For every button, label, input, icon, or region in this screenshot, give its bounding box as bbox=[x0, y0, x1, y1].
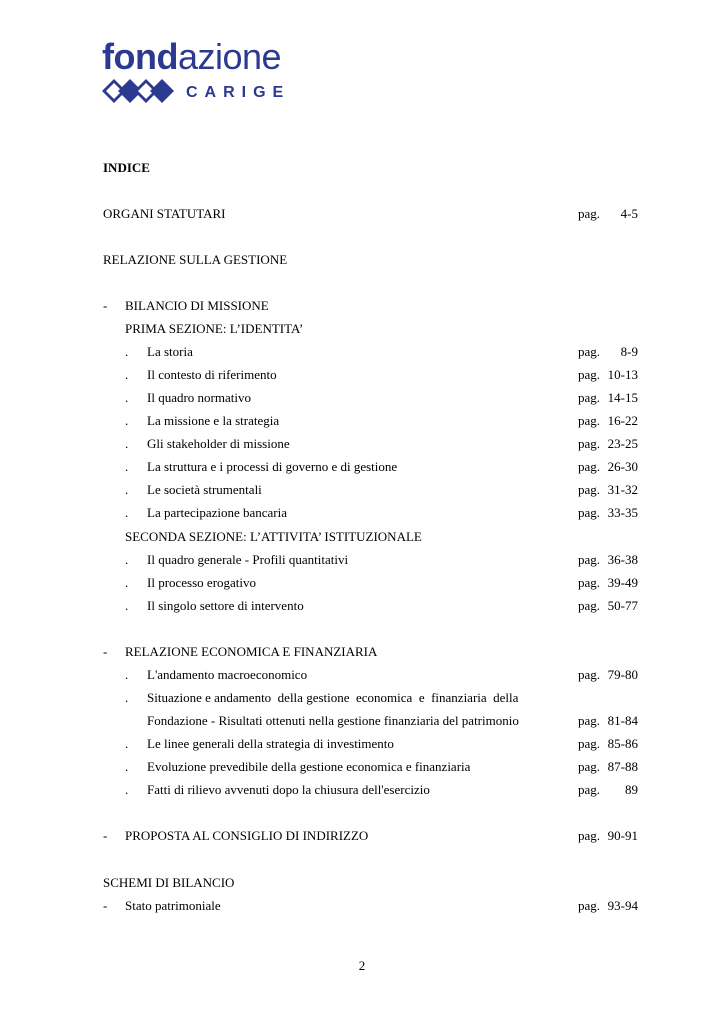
toc-entry-proposta: PROPOSTA AL CONSIGLIO DI INDIRIZZO bbox=[125, 828, 369, 843]
toc-pag-label: pag. bbox=[578, 828, 601, 843]
toc-item-label: Il quadro normativo bbox=[147, 390, 251, 405]
toc-pag-label: pag. bbox=[578, 713, 601, 728]
page-title: INDICE bbox=[103, 160, 150, 175]
toc-item-label: Fondazione - Risultati ottenuti nella gestione finanziaria del patrimonio bbox=[147, 713, 519, 728]
toc-item-label: Le società strumentali bbox=[147, 482, 262, 497]
toc-page-range: 14-15 bbox=[607, 390, 638, 405]
toc-dash: - bbox=[103, 298, 108, 313]
bullet: . bbox=[125, 367, 129, 382]
logo-subtitle: CARIGE bbox=[186, 84, 291, 101]
toc-page-range: 33-35 bbox=[607, 505, 638, 520]
page-number: 2 bbox=[358, 958, 366, 973]
toc-pag-label: pag. bbox=[578, 598, 601, 613]
toc-entry-bilancio-missione: BILANCIO DI MISSIONE bbox=[125, 298, 269, 313]
logo-wordmark: fondazione bbox=[102, 36, 282, 77]
toc-page-range: 10-13 bbox=[607, 367, 638, 382]
toc-pag-label: pag. bbox=[578, 482, 601, 497]
bullet: . bbox=[125, 344, 129, 359]
toc-item-label: Situazione e andamento della gestione economica e finanziaria della bbox=[147, 690, 519, 705]
toc-pag-label: pag. bbox=[578, 413, 601, 428]
bullet: . bbox=[125, 436, 129, 451]
toc-item-label: La storia bbox=[147, 344, 193, 359]
toc-page-range: 85-86 bbox=[607, 736, 638, 751]
toc-pag-label: pag. bbox=[578, 459, 601, 474]
toc-page-range: 4-5 bbox=[620, 206, 638, 221]
toc-page-range: 39-49 bbox=[607, 575, 638, 590]
toc-item-label: Il singolo settore di intervento bbox=[147, 598, 304, 613]
toc-pag-label: pag. bbox=[578, 344, 601, 359]
bullet: . bbox=[125, 413, 129, 428]
toc-pag-label: pag. bbox=[578, 898, 601, 913]
toc-entry-relazione-economica: RELAZIONE ECONOMICA E FINANZIARIA bbox=[125, 644, 378, 659]
toc-page-range: 50-77 bbox=[607, 598, 638, 613]
toc-pag-label: pag. bbox=[578, 575, 601, 590]
toc-item-label: Gli stakeholder di missione bbox=[147, 436, 290, 451]
toc-page-range: 87-88 bbox=[607, 759, 638, 774]
toc-subsection-prima: PRIMA SEZIONE: L’IDENTITA’ bbox=[125, 321, 304, 336]
toc-pag-label: pag. bbox=[578, 390, 601, 405]
toc-pag-label: pag. bbox=[578, 759, 601, 774]
toc-item-label: Fatti di rilievo avvenuti dopo la chiusura dell'esercizio bbox=[147, 782, 430, 797]
toc-page-range: 79-80 bbox=[607, 667, 638, 682]
toc-page-range: 89 bbox=[625, 782, 638, 797]
toc-entry-stato-patrimoniale: Stato patrimoniale bbox=[125, 898, 221, 913]
toc-page-range: 31-32 bbox=[607, 482, 638, 497]
toc-page-range: 81-84 bbox=[607, 713, 638, 728]
bullet: . bbox=[125, 667, 129, 682]
toc-dash: - bbox=[103, 828, 108, 843]
toc-page-range: 16-22 bbox=[607, 413, 638, 428]
bullet: . bbox=[125, 482, 129, 497]
bullet: . bbox=[125, 759, 129, 774]
toc-page-range: 36-38 bbox=[607, 552, 638, 567]
toc-pag-label: pag. bbox=[578, 206, 601, 221]
bullet: . bbox=[125, 598, 129, 613]
toc-entry-relazione: RELAZIONE SULLA GESTIONE bbox=[103, 252, 288, 267]
fondazione-carige-logo bbox=[102, 38, 302, 108]
diamond-pattern-icon bbox=[102, 77, 184, 105]
toc-entry-schemi: SCHEMI DI BILANCIO bbox=[103, 875, 235, 890]
toc-page-range: 26-30 bbox=[607, 459, 638, 474]
toc-item-label: Le linee generali della strategia di investimento bbox=[147, 736, 394, 751]
toc-pag-label: pag. bbox=[578, 505, 601, 520]
toc-page-range: 23-25 bbox=[607, 436, 638, 451]
toc-dash: - bbox=[103, 644, 108, 659]
toc-pag-label: pag. bbox=[578, 367, 601, 382]
toc-page-range: 93-94 bbox=[607, 898, 638, 913]
toc-pag-label: pag. bbox=[578, 782, 601, 797]
toc-pag-label: pag. bbox=[578, 552, 601, 567]
bullet: . bbox=[125, 782, 129, 797]
toc-entry-organi: ORGANI STATUTARI bbox=[103, 206, 226, 221]
toc-subsection-seconda: SECONDA SEZIONE: L’ATTIVITA’ ISTITUZIONALE bbox=[125, 529, 422, 544]
bullet: . bbox=[125, 459, 129, 474]
toc-item-label: Il quadro generale - Profili quantitativi bbox=[147, 552, 349, 567]
toc-item-label: La missione e la strategia bbox=[147, 413, 280, 428]
bullet: . bbox=[125, 690, 129, 705]
bullet: . bbox=[125, 505, 129, 520]
toc-item-label: Il contesto di riferimento bbox=[147, 367, 277, 382]
bullet: . bbox=[125, 390, 129, 405]
toc-page-range: 90-91 bbox=[607, 828, 638, 843]
toc-item-label: La partecipazione bancaria bbox=[147, 505, 288, 520]
toc-pag-label: pag. bbox=[578, 667, 601, 682]
toc-item-label: L'andamento macroeconomico bbox=[147, 667, 308, 682]
bullet: . bbox=[125, 575, 129, 590]
bullet: . bbox=[125, 552, 129, 567]
toc-pag-label: pag. bbox=[578, 736, 601, 751]
toc-dash: - bbox=[103, 898, 108, 913]
toc-page-range: 8-9 bbox=[620, 344, 638, 359]
bullet: . bbox=[125, 736, 129, 751]
toc-item-label: La struttura e i processi di governo e di gestione bbox=[147, 459, 398, 474]
toc-item-label: Il processo erogativo bbox=[147, 575, 257, 590]
toc-pag-label: pag. bbox=[578, 436, 601, 451]
toc-item-label: Evoluzione prevedibile della gestione economica e finanziaria bbox=[147, 759, 471, 774]
